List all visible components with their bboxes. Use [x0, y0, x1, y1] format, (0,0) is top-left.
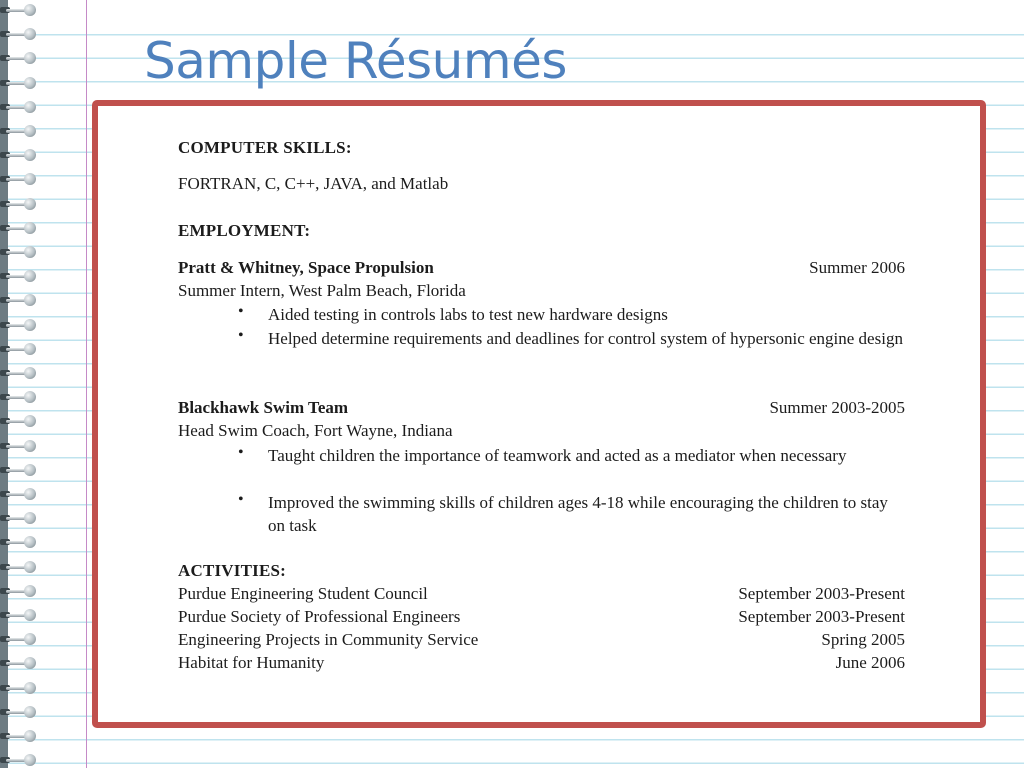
binding-ring-icon [0, 486, 38, 502]
bullet-icon: • [238, 491, 244, 508]
job-role: Summer Intern, West Palm Beach, Florida [178, 281, 466, 300]
job-role: Head Swim Coach, Fort Wayne, Indiana [178, 421, 453, 440]
margin-line [86, 0, 87, 768]
activity-dates: June 2006 [835, 653, 905, 672]
slide-title: Sample Résumés [144, 32, 567, 90]
activity-dates: Spring 2005 [821, 630, 905, 649]
binding-ring-icon [0, 752, 38, 768]
activity-row [178, 607, 905, 629]
job-dates: Summer 2003-2005 [769, 398, 905, 417]
binding-ring-icon [0, 99, 38, 115]
binding-ring-icon [0, 365, 38, 381]
binding-ring-icon [0, 631, 38, 647]
job-header [178, 398, 905, 420]
job-bullet-text: Improved the swimming skills of children ages 4-18 while encouraging the children to stay on task [268, 493, 888, 535]
spiral-binding [0, 0, 40, 768]
binding-ring-icon [0, 220, 38, 236]
binding-ring-icon [0, 413, 38, 429]
binding-ring-icon [0, 559, 38, 575]
binding-strip [0, 0, 8, 768]
activity-name: Purdue Engineering Student Council [178, 584, 428, 603]
binding-ring-icon [0, 50, 38, 66]
resume-frame [92, 100, 986, 728]
binding-ring-icon [0, 341, 38, 357]
binding-ring-icon [0, 244, 38, 260]
bullet-icon: • [238, 303, 244, 320]
bullet-icon: • [238, 327, 244, 344]
binding-ring-icon [0, 680, 38, 696]
job-bullet-text: Taught children the importance of teamwork and acted as a mediator when necessary [268, 446, 847, 465]
binding-ring-icon [0, 147, 38, 163]
binding-ring-icon [0, 510, 38, 526]
binding-ring-icon [0, 655, 38, 671]
job-bullet-text: Helped determine requirements and deadlines for control system of hypersonic engine design [268, 329, 903, 348]
computer-skills-heading: COMPUTER SKILLS: [178, 138, 352, 157]
binding-ring-icon [0, 583, 38, 599]
binding-ring-icon [0, 123, 38, 139]
binding-ring-icon [0, 317, 38, 333]
job-employer: Blackhawk Swim Team [178, 398, 349, 417]
activity-name: Habitat for Humanity [178, 653, 325, 672]
binding-ring-icon [0, 292, 38, 308]
binding-ring-icon [0, 196, 38, 212]
binding-ring-icon [0, 268, 38, 284]
activity-row [178, 653, 905, 675]
employment-heading: EMPLOYMENT: [178, 221, 311, 240]
activity-name: Purdue Society of Professional Engineers [178, 607, 461, 626]
binding-ring-icon [0, 728, 38, 744]
binding-ring-icon [0, 389, 38, 405]
binding-ring-icon [0, 438, 38, 454]
binding-ring-icon [0, 2, 38, 18]
job-header [178, 258, 905, 280]
activity-row [178, 630, 905, 652]
binding-ring-icon [0, 534, 38, 550]
activity-row [178, 584, 905, 606]
computer-skills-text: FORTRAN, C, C++, JAVA, and Matlab [178, 174, 449, 193]
job-bullet-text: Aided testing in controls labs to test new hardware designs [268, 305, 668, 324]
bullet-icon: • [238, 444, 244, 461]
activity-dates: September 2003-Present [738, 607, 905, 626]
binding-ring-icon [0, 75, 38, 91]
binding-ring-icon [0, 462, 38, 478]
job-employer: Pratt & Whitney, Space Propulsion [178, 258, 434, 277]
binding-ring-icon [0, 704, 38, 720]
activities-heading: ACTIVITIES: [178, 561, 287, 580]
job-dates: Summer 2006 [809, 258, 905, 277]
binding-ring-icon [0, 171, 38, 187]
binding-ring-icon [0, 26, 38, 42]
binding-ring-icon [0, 607, 38, 623]
activity-name: Engineering Projects in Community Service [178, 630, 479, 649]
activity-dates: September 2003-Present [738, 584, 905, 603]
